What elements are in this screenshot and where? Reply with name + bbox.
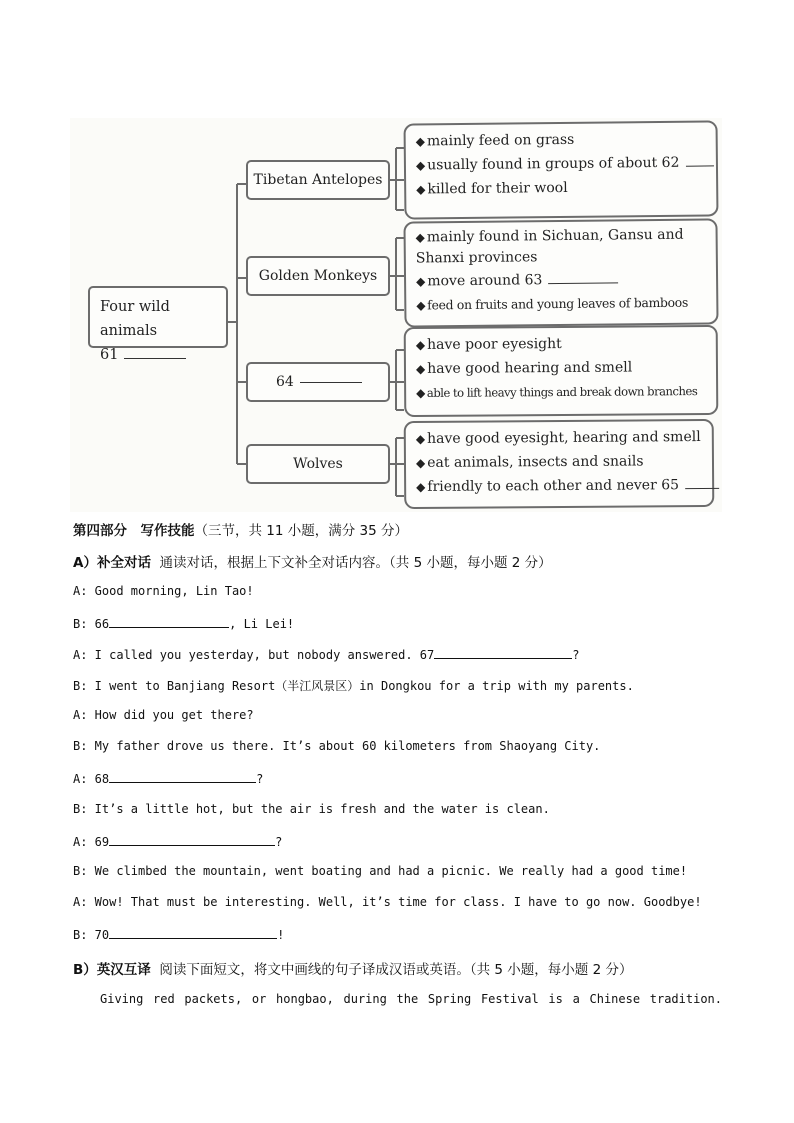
section-a-heading: A）补全对话 通读对话，根据上下文补全对话内容。（共 5 小题，每小题 2 分） [73, 555, 552, 571]
dialogue-line-blank-67: A: I called you yesterday, but nobody answered. 67 ? [73, 648, 580, 662]
details-blank-64 [404, 325, 719, 417]
details-golden-monkeys [403, 218, 718, 327]
detail-item: ◆ have poor eyesight [415, 335, 562, 353]
detail-item: ◆ able to lift heavy things and break down branches [416, 384, 698, 401]
detail-item: ◆ mainly feed on grass [415, 131, 575, 150]
dialogue-line: B: My father drove us there. It’s about 60 kilometers from Shaoyang City. [73, 739, 601, 753]
dialogue-line: A: Good morning, Lin Tao! [73, 584, 254, 598]
answer-blank-66[interactable] [109, 615, 229, 628]
category-wolves: Wolves [246, 444, 390, 484]
mind-map-figure [70, 118, 722, 512]
detail-item: ◆ have good eyesight, hearing and smell [415, 429, 701, 447]
dialogue-line-blank-69: A: 69 ? [73, 835, 283, 849]
dialogue-line-blank-68: A: 68 ? [73, 772, 264, 786]
detail-item-blank-65: ◆ friendly to each other and never 65 [416, 473, 704, 499]
dialogue-line: A: Wow! That must be interesting. Well, it’s time for class. I have to go now. Goodbye! [73, 895, 702, 909]
detail-item: ◆ feed on fruits and young leaves of bamboos [416, 294, 689, 313]
section-b-heading: B）英汉互译 阅读下面短文，将文中画线的句子译成汉语或英语。（共 5 小题，每小题 2 分） [73, 962, 633, 978]
root-blank-61: 61 [100, 343, 216, 367]
details-wolves [404, 419, 715, 509]
answer-blank-67[interactable] [434, 646, 572, 659]
category-golden-monkeys: Golden Monkeys [246, 256, 390, 296]
dialogue-line: B: I went to Banjiang Resort（半江风景区）in Dongkou for a trip with my parents. [73, 679, 634, 693]
detail-item: ◆ eat animals, insects and snails [415, 453, 644, 471]
detail-item: ◆ have good hearing and smell [415, 359, 633, 377]
answer-blank-70[interactable] [109, 926, 277, 939]
answer-blank-68[interactable] [109, 770, 256, 783]
detail-item-blank-62: ◆ usually found in groups of about 62 [416, 150, 708, 177]
dialogue-line: B: It’s a little hot, but the air is fresh and the water is clean. [73, 802, 550, 816]
part4-heading: 第四部分 写作技能（三节，共 11 小题，满分 35 分） [73, 523, 409, 539]
detail-item: ◆ killed for their wool [416, 179, 568, 198]
dialogue-line-blank-66: B: 66 , Li Lei! [73, 617, 295, 631]
category-blank-64: 64 [246, 362, 390, 402]
dialogue-line: B: We climbed the mountain, went boating and had a picnic. We really had a good time! [73, 864, 688, 878]
detail-item: ◆ mainly found in Sichuan, Gansu and Shanxi provinces [415, 226, 684, 267]
details-tibetan-antelopes [404, 120, 719, 219]
dialogue-line-blank-70: B: 70 ! [73, 928, 285, 942]
mind-map-root [88, 286, 228, 363]
dialogue-line: A: How did you get there? [73, 708, 254, 722]
category-tibetan-antelopes: Tibetan Antelopes [246, 160, 390, 200]
root-label: Four wild animals [100, 299, 170, 339]
answer-blank-69[interactable] [109, 833, 275, 846]
passage-text: Giving red packets, or hongbao, during the Spring Festival is a Chinese tradition. [100, 992, 722, 1006]
detail-item-blank-63: ◆ move around 63 [416, 266, 708, 293]
